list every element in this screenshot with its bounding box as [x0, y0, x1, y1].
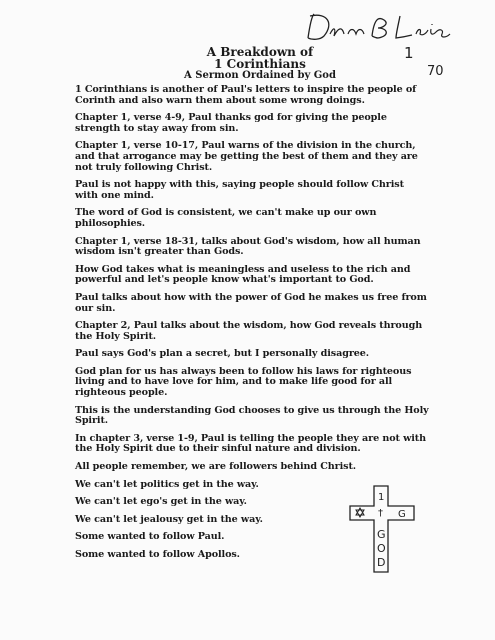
paragraph: We can't let politics get in the way.: [75, 478, 259, 490]
paragraph: All people remember, we are followers behind Christ.: [75, 461, 357, 473]
cross-letter: G: [377, 528, 386, 541]
paragraph: In chapter 3, verse 1-9, Paul is telling the people they are not with the Holy Spirit due to their sinful nature and division.: [75, 432, 426, 455]
paragraph: This is the understanding God chooses to give us through the Holy Spirit.: [75, 404, 429, 427]
paragraph: We can't let ego's get in the way.: [75, 496, 247, 508]
paragraph: Paul says God's plan a secret, but I personally disagree.: [75, 348, 370, 360]
paragraph: Some wanted to follow Paul.: [75, 531, 225, 543]
star-of-david-icon: [356, 508, 364, 517]
document-title: [150, 46, 370, 82]
paragraph: Chapter 1, verse 18-31, talks about God's wisdom, how all human wisdom isn't greater than Gods.: [75, 235, 421, 258]
paragraph: The word of God is consistent, we can't make up our own philosophies.: [75, 207, 377, 229]
handwritten-number-one: 1: [404, 44, 414, 62]
paragraph: 1 Corinthians is another of Paul's letters to inspire the people of Corinth and also warn them about some wrong doings.: [75, 84, 417, 106]
paragraph: Paul is not happy with this, saying people should follow Christ with one mind.: [75, 179, 404, 201]
cross-letter: O: [377, 542, 386, 555]
handwritten-number-seventy: 70: [427, 64, 444, 79]
cross-letter: 1: [378, 492, 385, 503]
paragraph: Chapter 1, verse 10-17, Paul warns of the division in the church, and that arrogance may be getting the best of them and they are not truly following Christ.: [75, 140, 418, 173]
paragraph: Chapter 1, verse 4-9, Paul thanks god for giving the people strength to stay away from sin.: [75, 112, 387, 134]
title-line-2: 1 Corinthians: [214, 57, 306, 71]
cross-letter: D: [377, 556, 386, 569]
title-line-1: A Breakdown of: [206, 45, 314, 59]
paragraph: Chapter 2, Paul talks about the wisdom, how God reveals through the Holy Spirit.: [75, 320, 423, 342]
paragraph: How God takes what is meaningless and useless to the rich and powerful and let's people know what's important to God.: [75, 263, 411, 286]
svg-text:†: †: [378, 508, 383, 519]
paragraph: Some wanted to follow Apollos.: [75, 549, 240, 560]
paragraph: We can't let jealousy get in the way.: [75, 513, 263, 525]
paragraph: God plan for us has always been to follow his laws for righteous living and to have love for him, and to make life good for all righteous people.: [75, 365, 412, 399]
cross-letter: G: [398, 509, 406, 520]
paragraph: Paul talks about how with the power of God he makes us free from our sin.: [75, 291, 427, 314]
hand-drawn-cross-icon: [346, 484, 418, 574]
title-subtitle: A Sermon Ordained by God: [184, 70, 336, 81]
